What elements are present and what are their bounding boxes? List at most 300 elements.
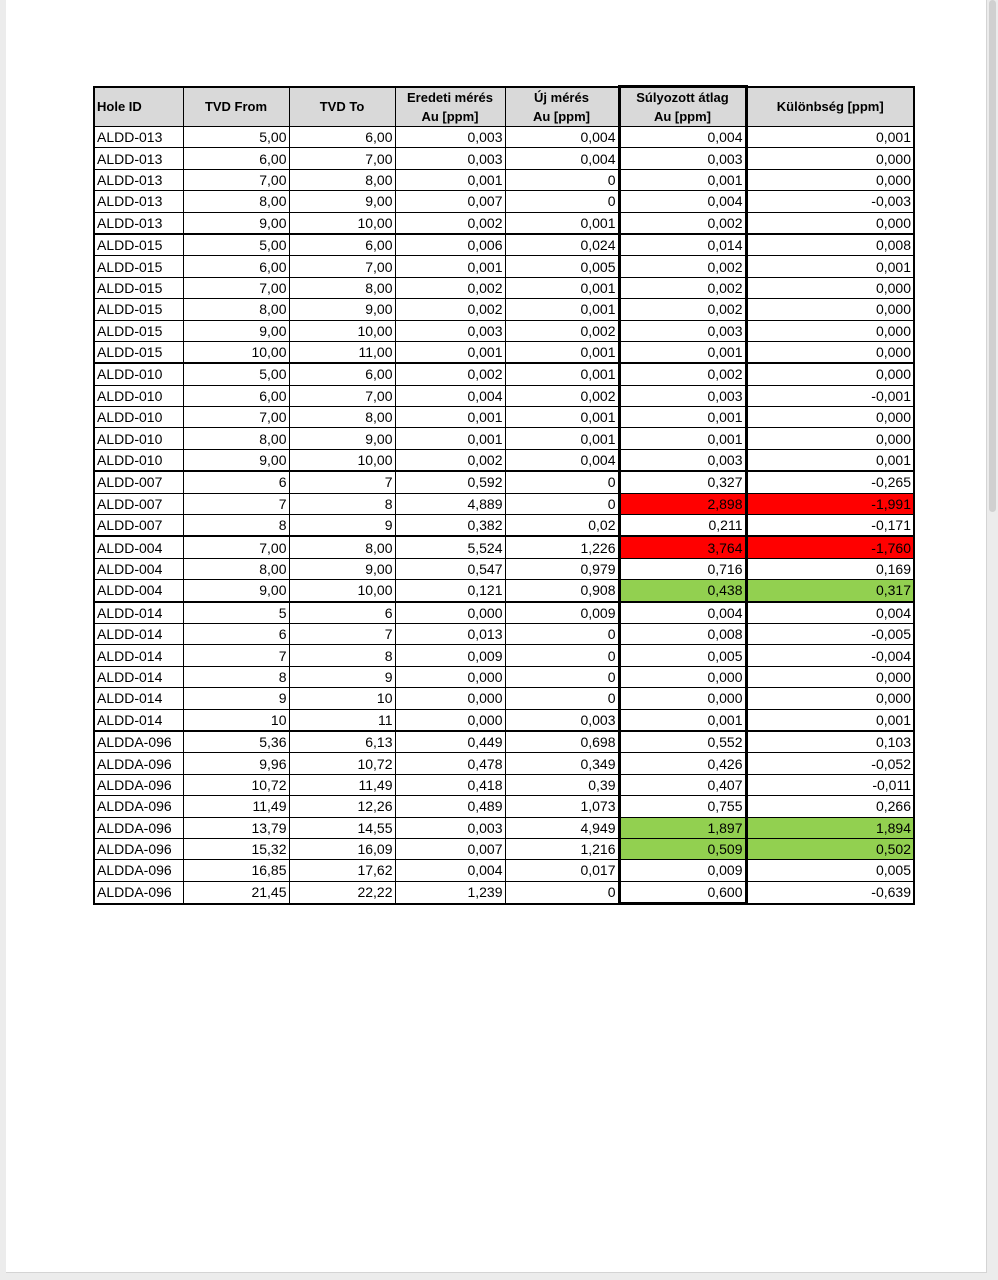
cell-difference: 0,103 — [746, 731, 914, 753]
cell-hole-id: ALDD-007 — [94, 515, 183, 537]
cell-difference: 0,502 — [746, 838, 914, 859]
cell-difference: 0,001 — [746, 256, 914, 277]
cell-tvd-to: 11,49 — [289, 774, 395, 795]
cell-difference: -0,265 — [746, 471, 914, 493]
cell-difference: 0,000 — [746, 407, 914, 428]
cell-weighted-average: 0,600 — [619, 881, 746, 903]
cell-tvd-to: 6,00 — [289, 234, 395, 256]
cell-hole-id: ALDD-015 — [94, 320, 183, 341]
table-row — [94, 234, 914, 256]
header-original-line1: Eredeti mérés — [407, 89, 493, 105]
table-row — [94, 838, 914, 859]
cell-original-au: 0,003 — [395, 320, 505, 341]
cell-new-au: 0,002 — [505, 320, 619, 341]
cell-weighted-average: 0,003 — [619, 320, 746, 341]
table-row — [94, 558, 914, 579]
cell-original-au: 0,003 — [395, 127, 505, 148]
cell-weighted-average: 0,002 — [619, 277, 746, 298]
cell-hole-id: ALDD-014 — [94, 602, 183, 624]
cell-new-au: 0,005 — [505, 256, 619, 277]
table-row — [94, 817, 914, 838]
cell-hole-id: ALDD-010 — [94, 407, 183, 428]
cell-hole-id: ALDD-004 — [94, 580, 183, 602]
table-row — [94, 169, 914, 190]
cell-new-au: 0,001 — [505, 363, 619, 385]
cell-tvd-from: 8 — [183, 666, 289, 687]
cell-tvd-from: 10,00 — [183, 341, 289, 363]
cell-hole-id: ALDDA-096 — [94, 753, 183, 774]
cell-hole-id: ALDD-015 — [94, 299, 183, 320]
cell-new-au: 0,979 — [505, 558, 619, 579]
cell-original-au: 0,006 — [395, 234, 505, 256]
cell-tvd-from: 13,79 — [183, 817, 289, 838]
cell-difference: 1,894 — [746, 817, 914, 838]
cell-tvd-to: 12,26 — [289, 796, 395, 817]
cell-original-au: 0,382 — [395, 515, 505, 537]
cell-original-au: 0,002 — [395, 449, 505, 471]
cell-tvd-from: 8,00 — [183, 428, 289, 449]
cell-hole-id: ALDDA-096 — [94, 774, 183, 795]
cell-original-au: 0,000 — [395, 666, 505, 687]
header-wavg-line2: Au [ppm] — [653, 109, 712, 124]
cell-tvd-from: 5,00 — [183, 127, 289, 148]
cell-tvd-from: 6 — [183, 471, 289, 493]
cell-tvd-from: 9 — [183, 688, 289, 709]
cell-hole-id: ALDD-015 — [94, 341, 183, 363]
cell-difference: 0,000 — [746, 666, 914, 687]
cell-hole-id: ALDD-014 — [94, 709, 183, 731]
cell-weighted-average: 0,004 — [619, 602, 746, 624]
table-row — [94, 580, 914, 602]
cell-tvd-from: 6,00 — [183, 256, 289, 277]
cell-hole-id: ALDD-014 — [94, 688, 183, 709]
cell-weighted-average: 0,003 — [619, 148, 746, 169]
cell-new-au: 0,001 — [505, 299, 619, 320]
cell-difference: 0,000 — [746, 277, 914, 298]
cell-tvd-to: 8,00 — [289, 277, 395, 298]
cell-tvd-from: 9,00 — [183, 212, 289, 234]
cell-original-au: 0,002 — [395, 363, 505, 385]
cell-difference: -0,171 — [746, 515, 914, 537]
cell-hole-id: ALDD-015 — [94, 256, 183, 277]
cell-difference: 0,317 — [746, 580, 914, 602]
cell-hole-id: ALDDA-096 — [94, 860, 183, 881]
table-row — [94, 191, 914, 212]
cell-weighted-average: 2,898 — [619, 493, 746, 514]
cell-tvd-to: 8,00 — [289, 536, 395, 558]
cell-hole-id: ALDD-010 — [94, 363, 183, 385]
cell-hole-id: ALDD-014 — [94, 645, 183, 666]
cell-tvd-to: 8 — [289, 645, 395, 666]
table-row — [94, 881, 914, 903]
cell-hole-id: ALDD-007 — [94, 493, 183, 514]
header-new-line1: Új mérés — [534, 89, 589, 105]
cell-difference: 0,000 — [746, 212, 914, 234]
table-row — [94, 536, 914, 558]
cell-tvd-from: 9,96 — [183, 753, 289, 774]
header-original-line2: Au [ppm] — [421, 108, 479, 124]
table-row — [94, 688, 914, 709]
header-hole-id: Hole ID — [94, 87, 183, 127]
cell-new-au: 0 — [505, 666, 619, 687]
cell-hole-id: ALDD-013 — [94, 127, 183, 148]
cell-tvd-from: 6,00 — [183, 148, 289, 169]
cell-original-au: 0,004 — [395, 385, 505, 406]
cell-weighted-average: 0,001 — [619, 341, 746, 363]
cell-weighted-average: 0,000 — [619, 688, 746, 709]
cell-tvd-to: 6,13 — [289, 731, 395, 753]
cell-tvd-from: 9,00 — [183, 580, 289, 602]
cell-original-au: 0,478 — [395, 753, 505, 774]
cell-difference: -0,052 — [746, 753, 914, 774]
cell-weighted-average: 0,008 — [619, 623, 746, 644]
cell-difference: -0,004 — [746, 645, 914, 666]
cell-difference: 0,000 — [746, 148, 914, 169]
cell-tvd-to: 6,00 — [289, 127, 395, 148]
cell-tvd-to: 8,00 — [289, 407, 395, 428]
cell-tvd-from: 7,00 — [183, 277, 289, 298]
cell-difference: 0,005 — [746, 860, 914, 881]
cell-new-au: 0,004 — [505, 148, 619, 169]
cell-difference: 0,266 — [746, 796, 914, 817]
cell-weighted-average: 0,509 — [619, 838, 746, 859]
cell-tvd-to: 10 — [289, 688, 395, 709]
table-body — [94, 127, 914, 904]
cell-tvd-from: 11,49 — [183, 796, 289, 817]
cell-difference: 0,001 — [746, 127, 914, 148]
cell-difference: 0,000 — [746, 428, 914, 449]
cell-new-au: 1,073 — [505, 796, 619, 817]
cell-new-au: 0,002 — [505, 385, 619, 406]
cell-original-au: 0,547 — [395, 558, 505, 579]
cell-hole-id: ALDDA-096 — [94, 731, 183, 753]
cell-weighted-average: 3,764 — [619, 536, 746, 558]
cell-weighted-average: 0,003 — [619, 449, 746, 471]
header-weighted-average — [619, 87, 746, 127]
cell-original-au: 5,524 — [395, 536, 505, 558]
cell-tvd-to: 11 — [289, 709, 395, 731]
table-row — [94, 407, 914, 428]
cell-tvd-to: 10,72 — [289, 753, 395, 774]
cell-weighted-average: 0,327 — [619, 471, 746, 493]
table-row — [94, 256, 914, 277]
cell-difference: 0,000 — [746, 169, 914, 190]
table-row — [94, 449, 914, 471]
cell-hole-id: ALDDA-096 — [94, 881, 183, 903]
cell-hole-id: ALDD-004 — [94, 536, 183, 558]
cell-tvd-to: 22,22 — [289, 881, 395, 903]
cell-tvd-from: 9,00 — [183, 320, 289, 341]
cell-original-au: 0,001 — [395, 428, 505, 449]
cell-weighted-average: 0,001 — [619, 169, 746, 190]
cell-tvd-from: 8,00 — [183, 299, 289, 320]
cell-weighted-average: 0,552 — [619, 731, 746, 753]
cell-difference: 0,008 — [746, 234, 914, 256]
cell-weighted-average: 0,003 — [619, 385, 746, 406]
table-row — [94, 796, 914, 817]
cell-new-au: 0,39 — [505, 774, 619, 795]
cell-hole-id: ALDDA-096 — [94, 817, 183, 838]
cell-tvd-to: 10,00 — [289, 212, 395, 234]
cell-original-au: 0,592 — [395, 471, 505, 493]
cell-tvd-from: 5,00 — [183, 234, 289, 256]
cell-weighted-average: 0,004 — [619, 127, 746, 148]
cell-tvd-to: 6,00 — [289, 363, 395, 385]
cell-new-au: 0 — [505, 191, 619, 212]
cell-difference: -0,003 — [746, 191, 914, 212]
cell-new-au: 1,226 — [505, 536, 619, 558]
cell-tvd-from: 5 — [183, 602, 289, 624]
cell-tvd-from: 16,85 — [183, 860, 289, 881]
cell-tvd-to: 7,00 — [289, 385, 395, 406]
header-original-measurement — [395, 87, 505, 127]
cell-original-au: 0,001 — [395, 169, 505, 190]
cell-difference: -1,991 — [746, 493, 914, 514]
header-wavg-line1: Súlyozott átlag — [636, 90, 729, 105]
cell-tvd-to: 9,00 — [289, 428, 395, 449]
cell-new-au: 1,216 — [505, 838, 619, 859]
cell-tvd-from: 7,00 — [183, 169, 289, 190]
cell-weighted-average: 0,001 — [619, 428, 746, 449]
header-row — [94, 87, 914, 127]
header-tvd-from: TVD From — [183, 87, 289, 127]
cell-original-au: 0,000 — [395, 709, 505, 731]
cell-new-au: 0 — [505, 493, 619, 514]
cell-weighted-average: 0,000 — [619, 666, 746, 687]
cell-weighted-average: 0,009 — [619, 860, 746, 881]
cell-weighted-average: 0,002 — [619, 212, 746, 234]
cell-original-au: 0,007 — [395, 191, 505, 212]
cell-tvd-to: 7 — [289, 623, 395, 644]
cell-hole-id: ALDD-013 — [94, 212, 183, 234]
cell-tvd-to: 7,00 — [289, 256, 395, 277]
table-row — [94, 623, 914, 644]
table-row — [94, 320, 914, 341]
cell-new-au: 0,017 — [505, 860, 619, 881]
table-row — [94, 493, 914, 514]
cell-hole-id: ALDDA-096 — [94, 838, 183, 859]
table-row — [94, 428, 914, 449]
cell-hole-id: ALDDA-096 — [94, 796, 183, 817]
cell-difference: 0,001 — [746, 709, 914, 731]
cell-new-au: 0 — [505, 169, 619, 190]
table-row — [94, 860, 914, 881]
cell-difference: 0,004 — [746, 602, 914, 624]
cell-original-au: 0,002 — [395, 277, 505, 298]
cell-tvd-from: 6 — [183, 623, 289, 644]
cell-tvd-to: 8,00 — [289, 169, 395, 190]
header-difference: Különbség [ppm] — [746, 87, 914, 127]
cell-hole-id: ALDD-007 — [94, 471, 183, 493]
cell-difference: 0,000 — [746, 363, 914, 385]
cell-difference: -1,760 — [746, 536, 914, 558]
cell-difference: 0,000 — [746, 299, 914, 320]
cell-hole-id: ALDD-013 — [94, 148, 183, 169]
cell-tvd-to: 16,09 — [289, 838, 395, 859]
cell-weighted-average: 0,002 — [619, 363, 746, 385]
cell-weighted-average: 0,426 — [619, 753, 746, 774]
document-page — [6, 0, 987, 1273]
cell-tvd-to: 10,00 — [289, 320, 395, 341]
cell-original-au: 0,003 — [395, 817, 505, 838]
cell-new-au: 0,001 — [505, 341, 619, 363]
cell-tvd-to: 7,00 — [289, 148, 395, 169]
table-row — [94, 385, 914, 406]
header-new-line2: Au [ppm] — [532, 108, 591, 124]
cell-new-au: 0,004 — [505, 449, 619, 471]
cell-original-au: 0,418 — [395, 774, 505, 795]
cell-weighted-average: 0,407 — [619, 774, 746, 795]
cell-weighted-average: 0,438 — [619, 580, 746, 602]
cell-tvd-from: 9,00 — [183, 449, 289, 471]
cell-tvd-to: 9,00 — [289, 558, 395, 579]
cell-original-au: 0,121 — [395, 580, 505, 602]
cell-tvd-from: 7 — [183, 493, 289, 514]
cell-new-au: 0 — [505, 471, 619, 493]
measurement-table — [93, 85, 915, 905]
cell-original-au: 0,007 — [395, 838, 505, 859]
cell-tvd-from: 5,00 — [183, 363, 289, 385]
cell-new-au: 0,698 — [505, 731, 619, 753]
cell-original-au: 0,013 — [395, 623, 505, 644]
cell-weighted-average: 0,001 — [619, 407, 746, 428]
cell-tvd-from: 8,00 — [183, 191, 289, 212]
cell-hole-id: ALDD-013 — [94, 191, 183, 212]
cell-difference: -0,005 — [746, 623, 914, 644]
cell-original-au: 0,003 — [395, 148, 505, 169]
cell-tvd-to: 9,00 — [289, 191, 395, 212]
cell-tvd-to: 7 — [289, 471, 395, 493]
cell-tvd-from: 7 — [183, 645, 289, 666]
cell-tvd-from: 7,00 — [183, 536, 289, 558]
cell-tvd-to: 8 — [289, 493, 395, 514]
cell-hole-id: ALDD-010 — [94, 449, 183, 471]
cell-hole-id: ALDD-010 — [94, 428, 183, 449]
cell-new-au: 0,02 — [505, 515, 619, 537]
cell-new-au: 0,908 — [505, 580, 619, 602]
header-new-measurement — [505, 87, 619, 127]
cell-original-au: 0,489 — [395, 796, 505, 817]
cell-hole-id: ALDD-014 — [94, 666, 183, 687]
table-row — [94, 515, 914, 537]
cell-tvd-to: 14,55 — [289, 817, 395, 838]
cell-tvd-to: 6 — [289, 602, 395, 624]
cell-tvd-to: 11,00 — [289, 341, 395, 363]
cell-difference: 0,169 — [746, 558, 914, 579]
cell-original-au: 0,001 — [395, 341, 505, 363]
table-row — [94, 753, 914, 774]
table-row — [94, 212, 914, 234]
cell-weighted-average: 0,005 — [619, 645, 746, 666]
cell-weighted-average: 0,002 — [619, 299, 746, 320]
cell-weighted-average: 0,716 — [619, 558, 746, 579]
cell-original-au: 0,000 — [395, 688, 505, 709]
cell-difference: 0,000 — [746, 341, 914, 363]
cell-weighted-average: 0,001 — [619, 709, 746, 731]
cell-tvd-to: 10,00 — [289, 580, 395, 602]
cell-new-au: 0,349 — [505, 753, 619, 774]
cell-original-au: 0,004 — [395, 860, 505, 881]
cell-hole-id: ALDD-015 — [94, 277, 183, 298]
cell-tvd-from: 10 — [183, 709, 289, 731]
cell-difference: 0,000 — [746, 320, 914, 341]
cell-hole-id: ALDD-004 — [94, 558, 183, 579]
cell-original-au: 0,002 — [395, 299, 505, 320]
cell-new-au: 0,009 — [505, 602, 619, 624]
cell-weighted-average: 0,755 — [619, 796, 746, 817]
header-tvd-to: TVD To — [289, 87, 395, 127]
table-row — [94, 709, 914, 731]
cell-tvd-to: 9 — [289, 666, 395, 687]
table-row — [94, 277, 914, 298]
cell-tvd-from: 7,00 — [183, 407, 289, 428]
table-row — [94, 666, 914, 687]
cell-new-au: 0 — [505, 645, 619, 666]
cell-original-au: 1,239 — [395, 881, 505, 903]
cell-hole-id: ALDD-015 — [94, 234, 183, 256]
cell-difference: -0,011 — [746, 774, 914, 795]
cell-weighted-average: 0,002 — [619, 256, 746, 277]
table-row — [94, 471, 914, 493]
cell-tvd-from: 8,00 — [183, 558, 289, 579]
cell-new-au: 0 — [505, 623, 619, 644]
cell-tvd-from: 21,45 — [183, 881, 289, 903]
cell-new-au: 0 — [505, 881, 619, 903]
cell-difference: 0,000 — [746, 688, 914, 709]
cell-weighted-average: 0,004 — [619, 191, 746, 212]
table-row — [94, 127, 914, 148]
table-row — [94, 299, 914, 320]
table-row — [94, 602, 914, 624]
cell-new-au: 0,001 — [505, 407, 619, 428]
table-row — [94, 148, 914, 169]
cell-difference: -0,639 — [746, 881, 914, 903]
cell-difference: 0,001 — [746, 449, 914, 471]
cell-original-au: 4,889 — [395, 493, 505, 514]
cell-tvd-to: 17,62 — [289, 860, 395, 881]
cell-new-au: 0,024 — [505, 234, 619, 256]
cell-new-au: 0,001 — [505, 428, 619, 449]
cell-tvd-from: 8 — [183, 515, 289, 537]
cell-tvd-to: 9 — [289, 515, 395, 537]
cell-difference: -0,001 — [746, 385, 914, 406]
cell-hole-id: ALDD-010 — [94, 385, 183, 406]
table-row — [94, 363, 914, 385]
cell-original-au: 0,002 — [395, 212, 505, 234]
cell-new-au: 0,001 — [505, 277, 619, 298]
cell-tvd-from: 5,36 — [183, 731, 289, 753]
scrollbar[interactable] — [989, 0, 996, 512]
cell-new-au: 0,003 — [505, 709, 619, 731]
cell-new-au: 0,004 — [505, 127, 619, 148]
cell-weighted-average: 0,014 — [619, 234, 746, 256]
cell-tvd-from: 15,32 — [183, 838, 289, 859]
table-row — [94, 774, 914, 795]
cell-weighted-average: 0,211 — [619, 515, 746, 537]
cell-new-au: 0 — [505, 688, 619, 709]
cell-original-au: 0,001 — [395, 256, 505, 277]
table-row — [94, 645, 914, 666]
cell-original-au: 0,009 — [395, 645, 505, 666]
cell-hole-id: ALDD-013 — [94, 169, 183, 190]
cell-tvd-from: 10,72 — [183, 774, 289, 795]
cell-tvd-to: 10,00 — [289, 449, 395, 471]
table-row — [94, 731, 914, 753]
cell-tvd-from: 6,00 — [183, 385, 289, 406]
cell-original-au: 0,449 — [395, 731, 505, 753]
cell-original-au: 0,000 — [395, 602, 505, 624]
cell-weighted-average: 1,897 — [619, 817, 746, 838]
